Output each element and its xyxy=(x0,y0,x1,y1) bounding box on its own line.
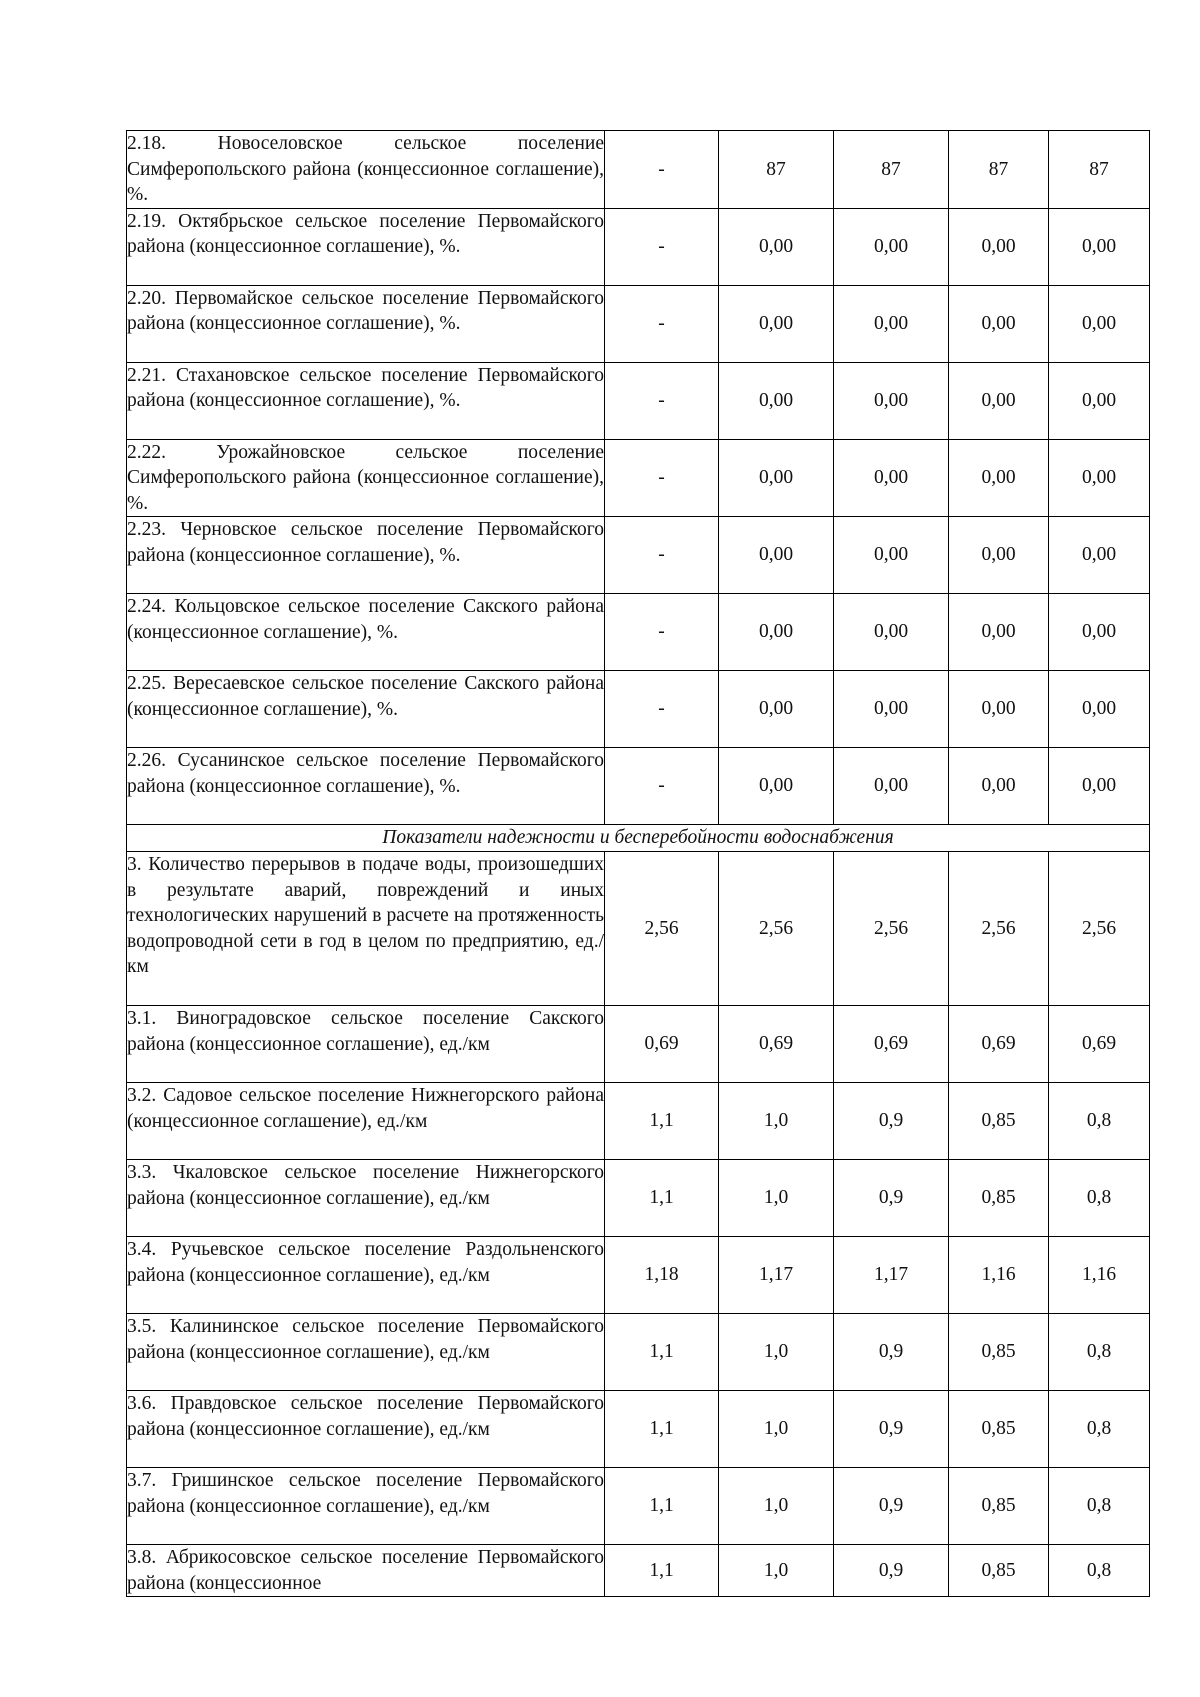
value-cell: 87 xyxy=(949,131,1049,209)
table-row xyxy=(127,1083,1150,1160)
indicator-name: 2.19. Октябрьское сельское поселение Первомайского района (концессионное соглашение), %. xyxy=(127,208,605,285)
indicator-name: 2.18. Новоселовское сельское поселение Симферопольского района (концессионное соглашение), %. xyxy=(127,131,605,209)
indicator-name: 3.2. Садовое сельское поселение Нижнегорского района (концессионное соглашение), ед./км xyxy=(127,1083,605,1160)
value-cell: 1,17 xyxy=(834,1237,949,1314)
value-cell: 0,9 xyxy=(834,1468,949,1545)
value-cell: 0,00 xyxy=(719,594,834,671)
value-cell: 0,8 xyxy=(1049,1468,1150,1545)
value-cell: 0,8 xyxy=(1049,1160,1150,1237)
table-row xyxy=(127,748,1150,825)
value-cell: 1,16 xyxy=(949,1237,1049,1314)
value-cell: 1,18 xyxy=(605,1237,719,1314)
value-cell: 0,00 xyxy=(1049,285,1150,362)
indicator-name: 3.5. Калининское сельское поселение Первомайского района (концессионное соглашение), ед./км xyxy=(127,1314,605,1391)
value-cell: 0,00 xyxy=(949,517,1049,594)
value-cell: - xyxy=(605,131,719,209)
value-cell: 0,69 xyxy=(605,1006,719,1083)
indicator-name: 3.4. Ручьевское сельское поселение Раздольненского района (концессионное соглашение), ед./км xyxy=(127,1237,605,1314)
value-cell: 2,56 xyxy=(719,852,834,1006)
value-cell: 0,00 xyxy=(949,208,1049,285)
value-cell: 0,00 xyxy=(834,439,949,517)
value-cell: 1,0 xyxy=(719,1545,834,1597)
table-row xyxy=(127,671,1150,748)
value-cell: 2,56 xyxy=(949,852,1049,1006)
value-cell: 0,00 xyxy=(834,362,949,439)
indicator-name: 2.23. Черновское сельское поселение Первомайского района (концессионное соглашение), %. xyxy=(127,517,605,594)
indicator-name: 2.22. Урожайновское сельское поселение Симферопольского района (концессионное соглашение), %. xyxy=(127,439,605,517)
value-cell: 0,69 xyxy=(719,1006,834,1083)
value-cell: 0,00 xyxy=(1049,671,1150,748)
value-cell: 0,00 xyxy=(834,517,949,594)
indicators-table xyxy=(126,130,1150,1597)
value-cell: 0,00 xyxy=(949,362,1049,439)
table-row xyxy=(127,208,1150,285)
value-cell: 1,0 xyxy=(719,1083,834,1160)
value-cell: 0,00 xyxy=(719,748,834,825)
table-row xyxy=(127,131,1150,209)
table-row xyxy=(127,594,1150,671)
value-cell: 0,69 xyxy=(1049,1006,1150,1083)
value-cell: 0,8 xyxy=(1049,1314,1150,1391)
value-cell: 0,00 xyxy=(719,285,834,362)
value-cell: - xyxy=(605,362,719,439)
value-cell: 1,1 xyxy=(605,1468,719,1545)
value-cell: - xyxy=(605,208,719,285)
section-header-row xyxy=(127,825,1150,852)
value-cell: - xyxy=(605,285,719,362)
value-cell: 0,00 xyxy=(1049,362,1150,439)
value-cell: 0,00 xyxy=(1049,439,1150,517)
value-cell: 1,1 xyxy=(605,1083,719,1160)
value-cell: 1,0 xyxy=(719,1314,834,1391)
value-cell: 0,00 xyxy=(719,439,834,517)
value-cell: 0,00 xyxy=(1049,517,1150,594)
value-cell: - xyxy=(605,594,719,671)
value-cell: 0,8 xyxy=(1049,1083,1150,1160)
indicator-name: 3.6. Правдовское сельское поселение Первомайского района (концессионное соглашение), ед./км xyxy=(127,1391,605,1468)
value-cell: 1,17 xyxy=(719,1237,834,1314)
value-cell: 0,00 xyxy=(834,748,949,825)
table-row xyxy=(127,1314,1150,1391)
table-row xyxy=(127,1468,1150,1545)
table-row xyxy=(127,439,1150,517)
value-cell: 0,00 xyxy=(1049,208,1150,285)
value-cell: 0,00 xyxy=(949,748,1049,825)
value-cell: 2,56 xyxy=(605,852,719,1006)
table-row xyxy=(127,362,1150,439)
value-cell: 0,00 xyxy=(834,285,949,362)
value-cell: 0,9 xyxy=(834,1160,949,1237)
value-cell: - xyxy=(605,748,719,825)
table-row xyxy=(127,1545,1150,1597)
section-title: Показатели надежности и бесперебойности водоснабжения xyxy=(127,825,1150,852)
value-cell: 0,69 xyxy=(949,1006,1049,1083)
value-cell: 0,00 xyxy=(719,671,834,748)
value-cell: 1,1 xyxy=(605,1160,719,1237)
value-cell: 1,16 xyxy=(1049,1237,1150,1314)
indicator-name: 2.25. Вересаевское сельское поселение Сакского района (концессионное соглашение), %. xyxy=(127,671,605,748)
value-cell: 0,00 xyxy=(719,208,834,285)
value-cell: 1,1 xyxy=(605,1545,719,1597)
indicator-name: 3.7. Гришинское сельское поселение Первомайского района (концессионное соглашение), ед./км xyxy=(127,1468,605,1545)
value-cell: 0,00 xyxy=(834,671,949,748)
value-cell: 2,56 xyxy=(834,852,949,1006)
value-cell: 0,9 xyxy=(834,1314,949,1391)
value-cell: 1,0 xyxy=(719,1468,834,1545)
indicator-name: 3. Количество перерывов в подаче воды, произошедших в результате аварий, повреждений и иных технологических нарушений в расчете на протяженность водопроводной сети в год в целом по предприятию, ед./км xyxy=(127,852,605,1006)
indicator-name: 3.1. Виноградовское сельское поселение Сакского района (концессионное соглашение), ед./км xyxy=(127,1006,605,1083)
indicator-name: 2.20. Первомайское сельское поселение Первомайского района (концессионное соглашение), %. xyxy=(127,285,605,362)
value-cell: 0,85 xyxy=(949,1468,1049,1545)
table-row xyxy=(127,285,1150,362)
value-cell: 0,00 xyxy=(719,517,834,594)
value-cell: 0,85 xyxy=(949,1545,1049,1597)
value-cell: 0,85 xyxy=(949,1160,1049,1237)
value-cell: 0,00 xyxy=(1049,594,1150,671)
indicator-name: 3.8. Абрикосовское сельское поселение Первомайского района (концессионное xyxy=(127,1545,605,1597)
value-cell: 0,8 xyxy=(1049,1545,1150,1597)
value-cell: 0,8 xyxy=(1049,1391,1150,1468)
value-cell: 0,00 xyxy=(834,208,949,285)
value-cell: 87 xyxy=(1049,131,1150,209)
value-cell: 87 xyxy=(719,131,834,209)
value-cell: 1,0 xyxy=(719,1391,834,1468)
indicator-name: 2.26. Сусанинское сельское поселение Первомайского района (концессионное соглашение), %. xyxy=(127,748,605,825)
value-cell: 0,00 xyxy=(949,439,1049,517)
value-cell: 87 xyxy=(834,131,949,209)
value-cell: 0,9 xyxy=(834,1083,949,1160)
table-row xyxy=(127,1391,1150,1468)
value-cell: 1,0 xyxy=(719,1160,834,1237)
value-cell: - xyxy=(605,439,719,517)
indicator-name: 2.24. Кольцовское сельское поселение Сакского района (концессионное соглашение), %. xyxy=(127,594,605,671)
value-cell: 0,00 xyxy=(1049,748,1150,825)
value-cell: 0,69 xyxy=(834,1006,949,1083)
value-cell: 0,00 xyxy=(719,362,834,439)
value-cell: 0,9 xyxy=(834,1545,949,1597)
table-row xyxy=(127,852,1150,1006)
value-cell: 0,00 xyxy=(834,594,949,671)
value-cell: 1,1 xyxy=(605,1391,719,1468)
value-cell: 0,85 xyxy=(949,1314,1049,1391)
value-cell: 1,1 xyxy=(605,1314,719,1391)
value-cell: 0,00 xyxy=(949,594,1049,671)
value-cell: 0,00 xyxy=(949,671,1049,748)
value-cell: 0,9 xyxy=(834,1391,949,1468)
value-cell: 0,85 xyxy=(949,1391,1049,1468)
value-cell: 2,56 xyxy=(1049,852,1150,1006)
indicator-name: 3.3. Чкаловское сельское поселение Нижнегорского района (концессионное соглашение), ед./км xyxy=(127,1160,605,1237)
table-row xyxy=(127,1237,1150,1314)
table-row xyxy=(127,517,1150,594)
indicator-name: 2.21. Стахановское сельское поселение Первомайского района (концессионное соглашение), %. xyxy=(127,362,605,439)
table-row xyxy=(127,1160,1150,1237)
table-row xyxy=(127,1006,1150,1083)
value-cell: 0,00 xyxy=(949,285,1049,362)
value-cell: 0,85 xyxy=(949,1083,1049,1160)
value-cell: - xyxy=(605,517,719,594)
value-cell: - xyxy=(605,671,719,748)
